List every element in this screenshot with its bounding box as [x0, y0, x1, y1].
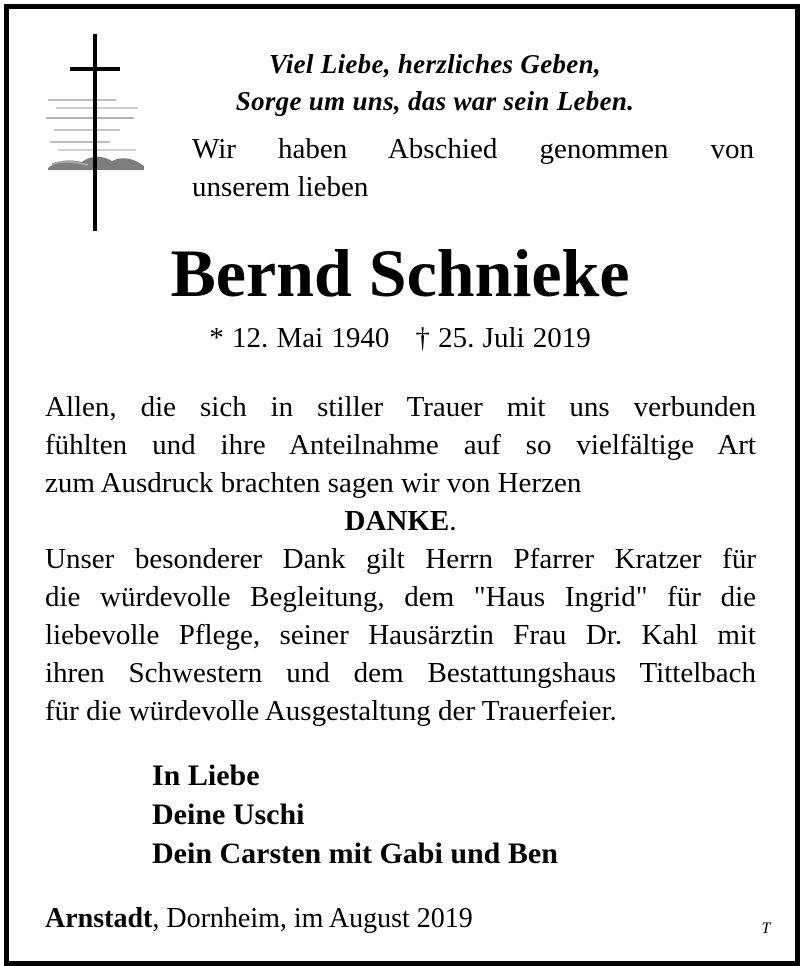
message-line: liebevolle Pflege, seiner Hausärztin Frau Dr. Kahl mit — [45, 619, 756, 651]
message-line: fühlten und ihre Anteilnahme auf so vielfältige Art — [45, 429, 756, 461]
danke-heading — [45, 502, 756, 540]
signature-line: Dein Carsten mit Gabi und Ben — [152, 837, 558, 870]
signature — [152, 756, 712, 873]
poem-line: Sorge um uns, das war sein Leben. — [235, 86, 635, 116]
message-line: ihren Schwestern und dem Bestattungshaus Tittelbach — [45, 657, 756, 689]
message-line: Allen, die sich in stiller Trauer mit uns verbunden — [45, 391, 756, 423]
signature-line: Deine Uschi — [152, 798, 305, 831]
thank-you-message — [45, 388, 756, 730]
danke-word: DANKE — [344, 505, 450, 537]
message-line: für die würdevolle Ausgestaltung der Trauerfeier. — [45, 695, 617, 727]
poem — [200, 46, 670, 120]
signature-line: In Liebe — [152, 759, 260, 792]
place-city: Arnstadt — [45, 903, 153, 934]
poem-line: Viel Liebe, herzliches Geben, — [269, 49, 601, 79]
death-date: † 25. Juli 2019 — [415, 322, 591, 354]
message-line: Unser besonderer Dank gilt Herrn Pfarrer Kratzer für — [45, 543, 756, 575]
message-line: zum Ausdruck brachten sagen wir von Herzen — [45, 467, 582, 499]
place-date — [45, 902, 645, 936]
life-dates — [0, 318, 800, 358]
intro-line: unserem lieben — [192, 171, 369, 203]
birth-date: * 12. Mai 1940 — [209, 322, 390, 354]
intro-line: Wir haben Abschied genommen von — [192, 133, 754, 165]
message-line: die würdevolle Begleitung, dem "Haus Ingrid" für die — [45, 581, 756, 613]
deceased-name: Bernd Schnieke — [170, 235, 630, 311]
place-rest: , Dornheim, im August 2019 — [152, 903, 473, 934]
cross-landscape-icon — [46, 34, 146, 234]
danke-punct: . — [449, 505, 457, 537]
publisher-mark: T — [761, 920, 771, 937]
